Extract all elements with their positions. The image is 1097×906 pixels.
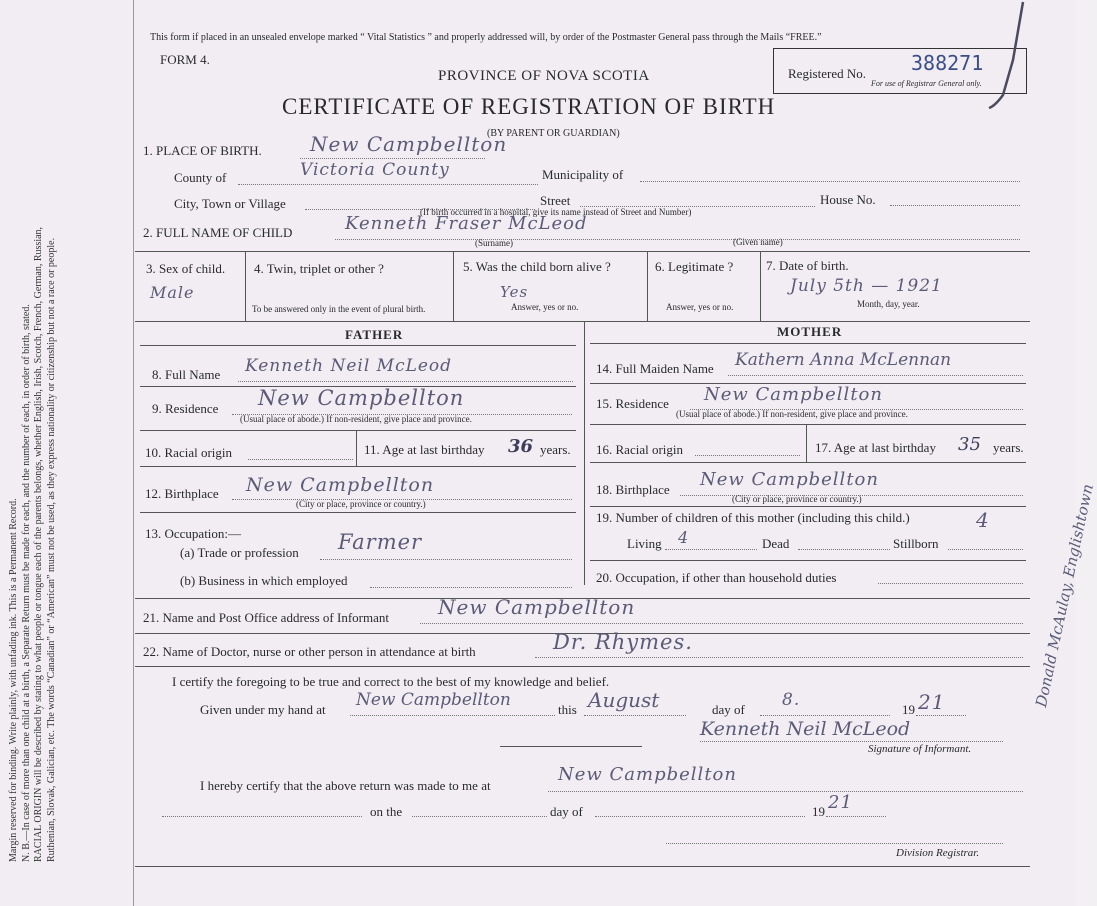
margin-rule [133, 0, 134, 906]
hospital-note: (If birth occurred in a hospital, give its name instead of Street and Number) [420, 207, 692, 217]
county-line [238, 184, 538, 185]
mother-birthplace-note: (City or place, province or country.) [732, 494, 862, 504]
father-residence-label: 9. Residence [152, 401, 219, 416]
child-name-line [335, 239, 1020, 240]
registrar-year-prefix: 19 [812, 804, 825, 819]
alive-note: Answer, yes or no. [511, 302, 579, 312]
mother-name-line [728, 375, 1023, 376]
trade-value: Farmer [338, 530, 423, 554]
twin-note: To be answered only in the event of plural birth. [252, 304, 426, 314]
rule [135, 321, 1030, 322]
divider [500, 746, 642, 747]
legitimate-label: 6. Legitimate ? [655, 259, 734, 274]
registrar-day-of-label: day of [550, 804, 583, 819]
margin-note-line: RACIAL ORIGIN will be described by stating to what people or tongue each of the parents belongs, whether English, Irish, Scotch, French, German, Russian, [33, 226, 44, 862]
page-title: CERTIFICATE OF REGISTRATION OF BIRTH [282, 94, 776, 119]
father-residence-note: (Usual place of abode.) If non-resident, give place and province. [240, 414, 472, 424]
alive-value: Yes [500, 283, 529, 301]
margin-note-line: N. B.—In case of more than one child at a birth, a Separate Return must be made for each, and the number of each, in order of birth, stated. [20, 304, 32, 862]
day-of-label: day of [712, 702, 745, 717]
rule [590, 343, 1026, 344]
twin-label: 4. Twin, triplet or other ? [254, 261, 384, 276]
doctor-value: Dr. Rhymes. [553, 630, 693, 654]
father-birthplace-note: (City or place, province or country.) [296, 499, 426, 509]
mother-racial-origin-label: 16. Racial origin [596, 442, 684, 457]
month-line [584, 715, 686, 716]
rule [590, 462, 1026, 463]
business-line [370, 587, 572, 588]
this-label: this [558, 702, 577, 717]
living-value: 4 [678, 528, 690, 547]
province-heading: PROVINCE OF NOVA SCOTIA [438, 68, 650, 84]
given-under-label: Given under my hand at [200, 702, 326, 717]
registrar-caption: Division Registrar. [896, 847, 980, 859]
form-number: FORM 4. [160, 52, 210, 67]
registrar-year-line [826, 816, 886, 817]
father-residence-value: New Campbellton [258, 386, 465, 410]
rule [356, 430, 357, 466]
father-name-value: Kenneth Neil McLeod [245, 356, 453, 376]
year-prefix: 19 [902, 702, 915, 717]
mother-name-label: 14. Full Maiden Name [596, 361, 714, 376]
mother-age-label: 17. Age at last birthday [815, 440, 936, 455]
mother-occupation-line [878, 583, 1023, 584]
rule [806, 424, 807, 462]
signature-line [700, 741, 1003, 742]
day-line [760, 715, 890, 716]
house-no-line [890, 205, 1020, 206]
father-age-label: 11. Age at last birthday [364, 442, 485, 457]
mother-name-value: Kathern Anna McLennan [735, 350, 952, 370]
registered-note: For use of Registrar General only. [871, 79, 982, 88]
date-of-birth-value: July 5th — 1921 [790, 276, 943, 296]
mother-age-years: years. [993, 440, 1024, 455]
rule [245, 251, 246, 321]
registrar-statement: I hereby certify that the above return was made to me at [200, 778, 491, 793]
mother-residence-value: New Campbellton [704, 384, 883, 405]
father-occupation-label: 13. Occupation:— [145, 526, 242, 541]
margin-note-line: Ruthenian, Slovak, Galician, etc. The words “Canadian” or “American” must not be used, as they express nationality or citizenship but not a race or people. [45, 237, 57, 862]
father-racial-origin-line [248, 459, 353, 460]
year-line [916, 715, 966, 716]
rule [590, 560, 1026, 561]
rule [140, 512, 576, 513]
stillborn-label: Stillborn [893, 536, 939, 551]
rule [140, 430, 576, 431]
registrar-signature-line [666, 843, 1003, 844]
mother-birthplace-value: New Campbellton [700, 469, 879, 490]
father-age-value: 36 [508, 436, 534, 457]
registrar-on-label: on the [370, 804, 403, 819]
form-subtitle: (BY PARENT OR GUARDIAN) [487, 128, 620, 139]
father-racial-origin-label: 10. Racial origin [145, 445, 233, 460]
father-heading: FATHER [345, 327, 404, 342]
mother-racial-origin-line [695, 455, 800, 456]
rule [453, 251, 454, 321]
dead-line [798, 549, 890, 550]
rule [647, 251, 648, 321]
mother-age-value: 35 [958, 434, 981, 455]
rule [140, 345, 576, 346]
rule [590, 506, 1026, 507]
children-count-value: 4 [976, 508, 990, 532]
trade-line [320, 559, 572, 560]
child-name-value: Kenneth Fraser McLeod [345, 213, 588, 234]
rule [135, 666, 1030, 667]
pen-stroke [985, 0, 1035, 110]
registrar-place-value: New Campbellton [558, 764, 737, 785]
rule [760, 251, 761, 321]
father-name-line [238, 381, 573, 382]
father-birthplace-label: 12. Birthplace [145, 486, 219, 501]
children-count-label: 19. Number of children of this mother (including this child.) [596, 510, 910, 525]
municipality-label: Municipality of [542, 167, 624, 182]
postal-notice: This form if placed in an unsealed envelope marked “ Vital Statistics ” and properly addressed will, by order of the Postmaster General pass through the Mails “FREE.” [150, 32, 822, 43]
house-no-label: House No. [820, 192, 876, 207]
rule [135, 866, 1030, 867]
mother-occupation-label: 20. Occupation, if other than household duties [596, 570, 837, 585]
mother-residence-label: 15. Residence [596, 396, 669, 411]
rule [135, 251, 1030, 252]
registrar-place-line [548, 791, 1023, 792]
day-value: 8. [782, 690, 801, 710]
registrar-on-line [412, 816, 547, 817]
year-value: 21 [918, 690, 946, 714]
mother-birthplace-label: 18. Birthplace [596, 482, 670, 497]
stillborn-line [948, 549, 1023, 550]
registrar-year-value: 21 [828, 792, 853, 813]
registered-number: 388271 [911, 51, 984, 75]
date-of-birth-note: Month, day, year. [857, 299, 920, 309]
street-label: Street [540, 193, 571, 208]
child-name-label: 2. FULL NAME OF CHILD [143, 225, 293, 240]
sex-value: Male [150, 283, 195, 302]
city-label: City, Town or Village [174, 196, 286, 211]
living-line [665, 549, 757, 550]
month-value: August [588, 688, 660, 712]
father-name-label: 8. Full Name [152, 367, 221, 382]
doctor-line [535, 657, 1023, 658]
informant-label: 21. Name and Post Office address of Informant [143, 610, 389, 625]
signature-caption: Signature of Informant. [868, 743, 972, 755]
business-label: (b) Business in which employed [180, 573, 348, 588]
doctor-label: 22. Name of Doctor, nurse or other person in attendance at birth [143, 644, 476, 659]
surname-caption: (Surname) [475, 238, 513, 248]
margin-notes [8, 2, 133, 902]
registered-label: Registered No. [788, 66, 866, 81]
rule [140, 466, 576, 467]
father-birthplace-value: New Campbellton [246, 474, 435, 496]
trade-label: (a) Trade or profession [180, 545, 299, 560]
date-of-birth-label: 7. Date of birth. [766, 258, 849, 273]
father-age-years: years. [540, 442, 571, 457]
county-value: Victoria County [300, 160, 450, 180]
informant-signature: Kenneth Neil McLeod [700, 718, 911, 740]
certify-statement: I certify the foregoing to be true and correct to the best of my knowledge and belief. [172, 674, 610, 689]
alive-label: 5. Was the child born alive ? [463, 259, 611, 274]
living-label: Living [627, 536, 662, 551]
given-place-line [350, 715, 555, 716]
place-of-birth-label: 1. PLACE OF BIRTH. [143, 143, 262, 158]
registrar-day-line [162, 816, 362, 817]
rule [584, 321, 585, 585]
sex-label: 3. Sex of child. [146, 261, 226, 276]
margin-registrar-signature [1020, 482, 1097, 710]
given-place-value: New Campbellton [356, 690, 511, 710]
place-of-birth-line [300, 158, 485, 159]
dead-label: Dead [762, 536, 790, 551]
county-label: County of [174, 170, 227, 185]
place-of-birth-value: New Campbellton [310, 132, 508, 156]
municipality-line [640, 181, 1020, 182]
registrar-month-line [595, 816, 805, 817]
legitimate-note: Answer, yes or no. [666, 302, 734, 312]
given-name-caption: (Given name) [733, 237, 783, 247]
margin-note-line: Margin reserved for binding. Write plainly, with unfading ink. This is a Permanent Record. [8, 498, 19, 862]
mother-heading: MOTHER [777, 324, 843, 339]
rule [590, 424, 1026, 425]
informant-line [420, 623, 1023, 624]
informant-value: New Campbellton [438, 595, 636, 619]
mother-residence-note: (Usual place of abode.) If non-resident, give place and province. [676, 409, 908, 419]
margin-signature-text: Donald McAulay, Englishtown [1032, 482, 1097, 709]
